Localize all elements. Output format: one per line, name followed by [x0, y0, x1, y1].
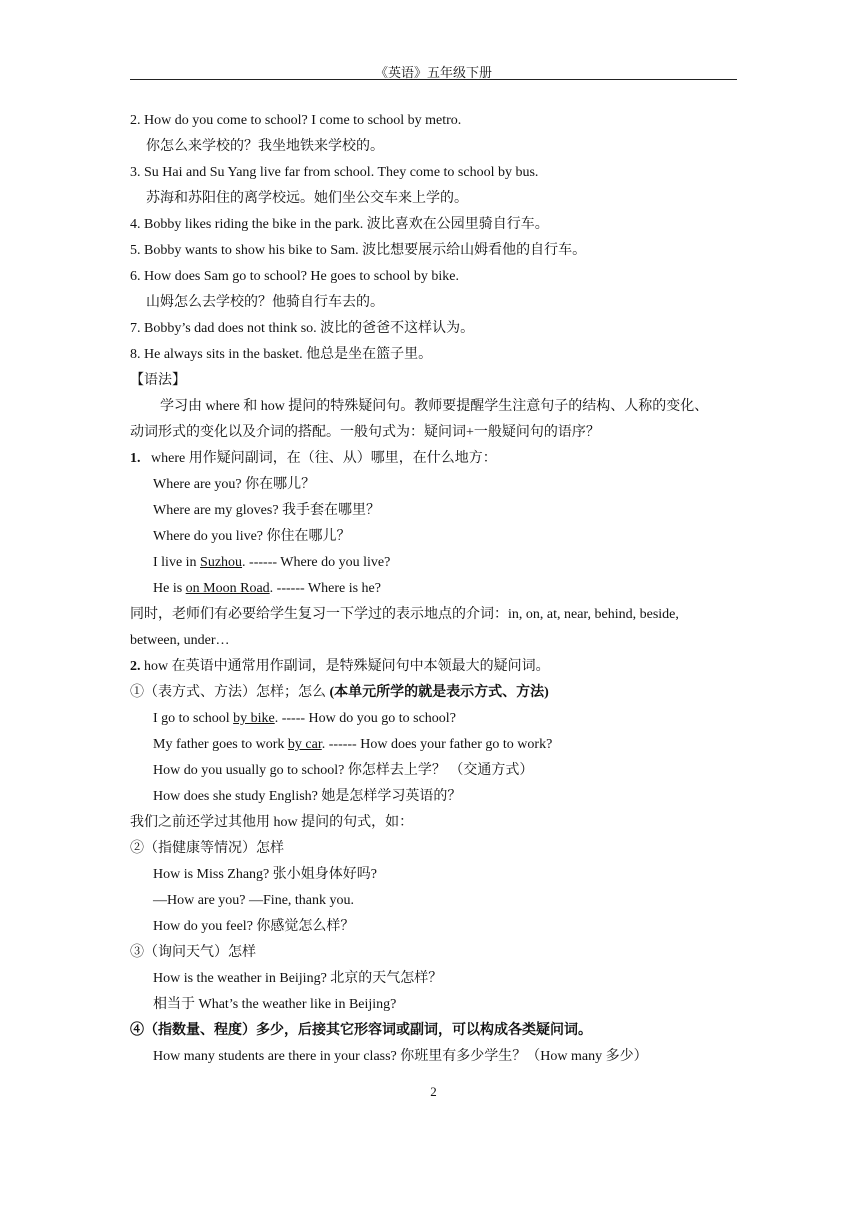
text-line: 3. Su Hai and Su Yang live far from school. They come to school by bus.: [130, 165, 539, 180]
page-number: 2: [430, 1084, 437, 1099]
text-line: 你怎么来学校的？我坐地铁来学校的。: [146, 139, 384, 154]
text-span: . ----- How do you go to school?: [274, 711, 456, 726]
item-text: how 在英语中通常用作副词，是特殊疑问句中本领最大的疑问词。: [140, 659, 550, 674]
text-line: 动词形式的变化以及介词的搭配。一般句式为：疑问词+一般疑问句的语序？: [130, 425, 600, 440]
section-heading-grammar: 【语法】: [130, 373, 186, 388]
example-line: Where are you? 你在哪儿？: [153, 477, 316, 492]
item-number: 1.: [130, 451, 141, 466]
text-line: between, under…: [130, 633, 230, 648]
text-line: 4. Bobby likes riding the bike in the park. 波比喜欢在公园里骑自行车。: [130, 217, 549, 232]
bold-note: (本单元所学的就是表示方式、方法): [329, 685, 549, 700]
text-span: . ------ How does your father go to work?: [321, 737, 553, 752]
text-line: [130, 446, 740, 472]
item-text: where 用作疑问副词，在（往、从）哪里，在什么地方：: [151, 451, 497, 466]
example-line: How is the weather in Beijing? 北京的天气怎样？: [153, 971, 443, 986]
underlined-text: Suzhou: [200, 555, 243, 570]
example-line: How do you feel? 你感觉怎么样？: [153, 919, 355, 934]
text-span: He is: [153, 581, 186, 596]
text-line: 学习由 where 和 how 提问的特殊疑问句。教师要提醒学生注意句子的结构、人称的变化、: [160, 399, 709, 414]
text-line: ④（指数量、程度）多少，后接其它形容词或副词，可以构成各类疑问词。: [130, 1023, 592, 1038]
example-line: [130, 706, 740, 732]
text-span: I live in: [153, 555, 201, 570]
item-number: 2.: [130, 659, 141, 674]
text-line: 山姆怎么去学校的？他骑自行车去的。: [146, 295, 384, 310]
text-line: [130, 654, 740, 680]
underlined-text: by car: [287, 737, 322, 752]
text-line: 6. How does Sam go to school? He goes to school by bike.: [130, 269, 459, 284]
example-line: How does she study English? 她是怎样学习英语的？: [153, 789, 462, 804]
page-body: [130, 108, 740, 1070]
text-line: 8. He always sits in the basket. 他总是坐在篮子里。: [130, 347, 433, 362]
text-line: 2. How do you come to school? I come to school by metro.: [130, 113, 462, 128]
header-rule: [130, 79, 737, 80]
text-line: 苏海和苏阳住的离学校远。她们坐公交车来上学的。: [146, 191, 468, 206]
text-span: I go to school: [153, 711, 234, 726]
underlined-text: on Moon Road: [185, 581, 270, 596]
text-line: 7. Bobby’s dad does not think so. 波比的爸爸不这样认为。: [130, 321, 475, 336]
underlined-text: by bike: [233, 711, 275, 726]
text-span: My father goes to work: [153, 737, 288, 752]
text-span: . ------ Where is he?: [269, 581, 381, 596]
running-header: 《英语》五年级下册: [374, 65, 492, 80]
text-span: ①（表方式、方法）怎样；怎么: [130, 685, 330, 700]
text-line: [130, 680, 740, 706]
text-line: 我们之前还学过其他用 how 提问的句式，如：: [130, 815, 414, 830]
example-line: How many students are there in your class? 你班里有多少学生？（How many 多少）: [153, 1049, 648, 1064]
example-line: How do you usually go to school? 你怎样去上学？ （交通方式）: [153, 763, 534, 778]
text-line: ②（指健康等情况）怎样: [130, 841, 284, 856]
text-line: 同时，老师们有必要给学生复习一下学过的表示地点的介词：in, on, at, near, behind, beside,: [130, 607, 679, 622]
example-line: 相当于 What’s the weather like in Beijing?: [153, 997, 397, 1012]
example-line: —How are you? —Fine, thank you.: [153, 893, 355, 908]
example-line: How is Miss Zhang? 张小姐身体好吗?: [153, 867, 377, 882]
text-line: ③（询问天气）怎样: [130, 945, 256, 960]
example-line: [130, 576, 740, 602]
example-line: [130, 732, 740, 758]
example-line: Where do you live? 你住在哪儿？: [153, 529, 351, 544]
example-line: [130, 550, 740, 576]
text-line: 5. Bobby wants to show his bike to Sam. 波比想要展示给山姆看他的自行车。: [130, 243, 587, 258]
example-line: Where are my gloves? 我手套在哪里？: [153, 503, 381, 518]
text-span: . ------ Where do you live?: [242, 555, 391, 570]
